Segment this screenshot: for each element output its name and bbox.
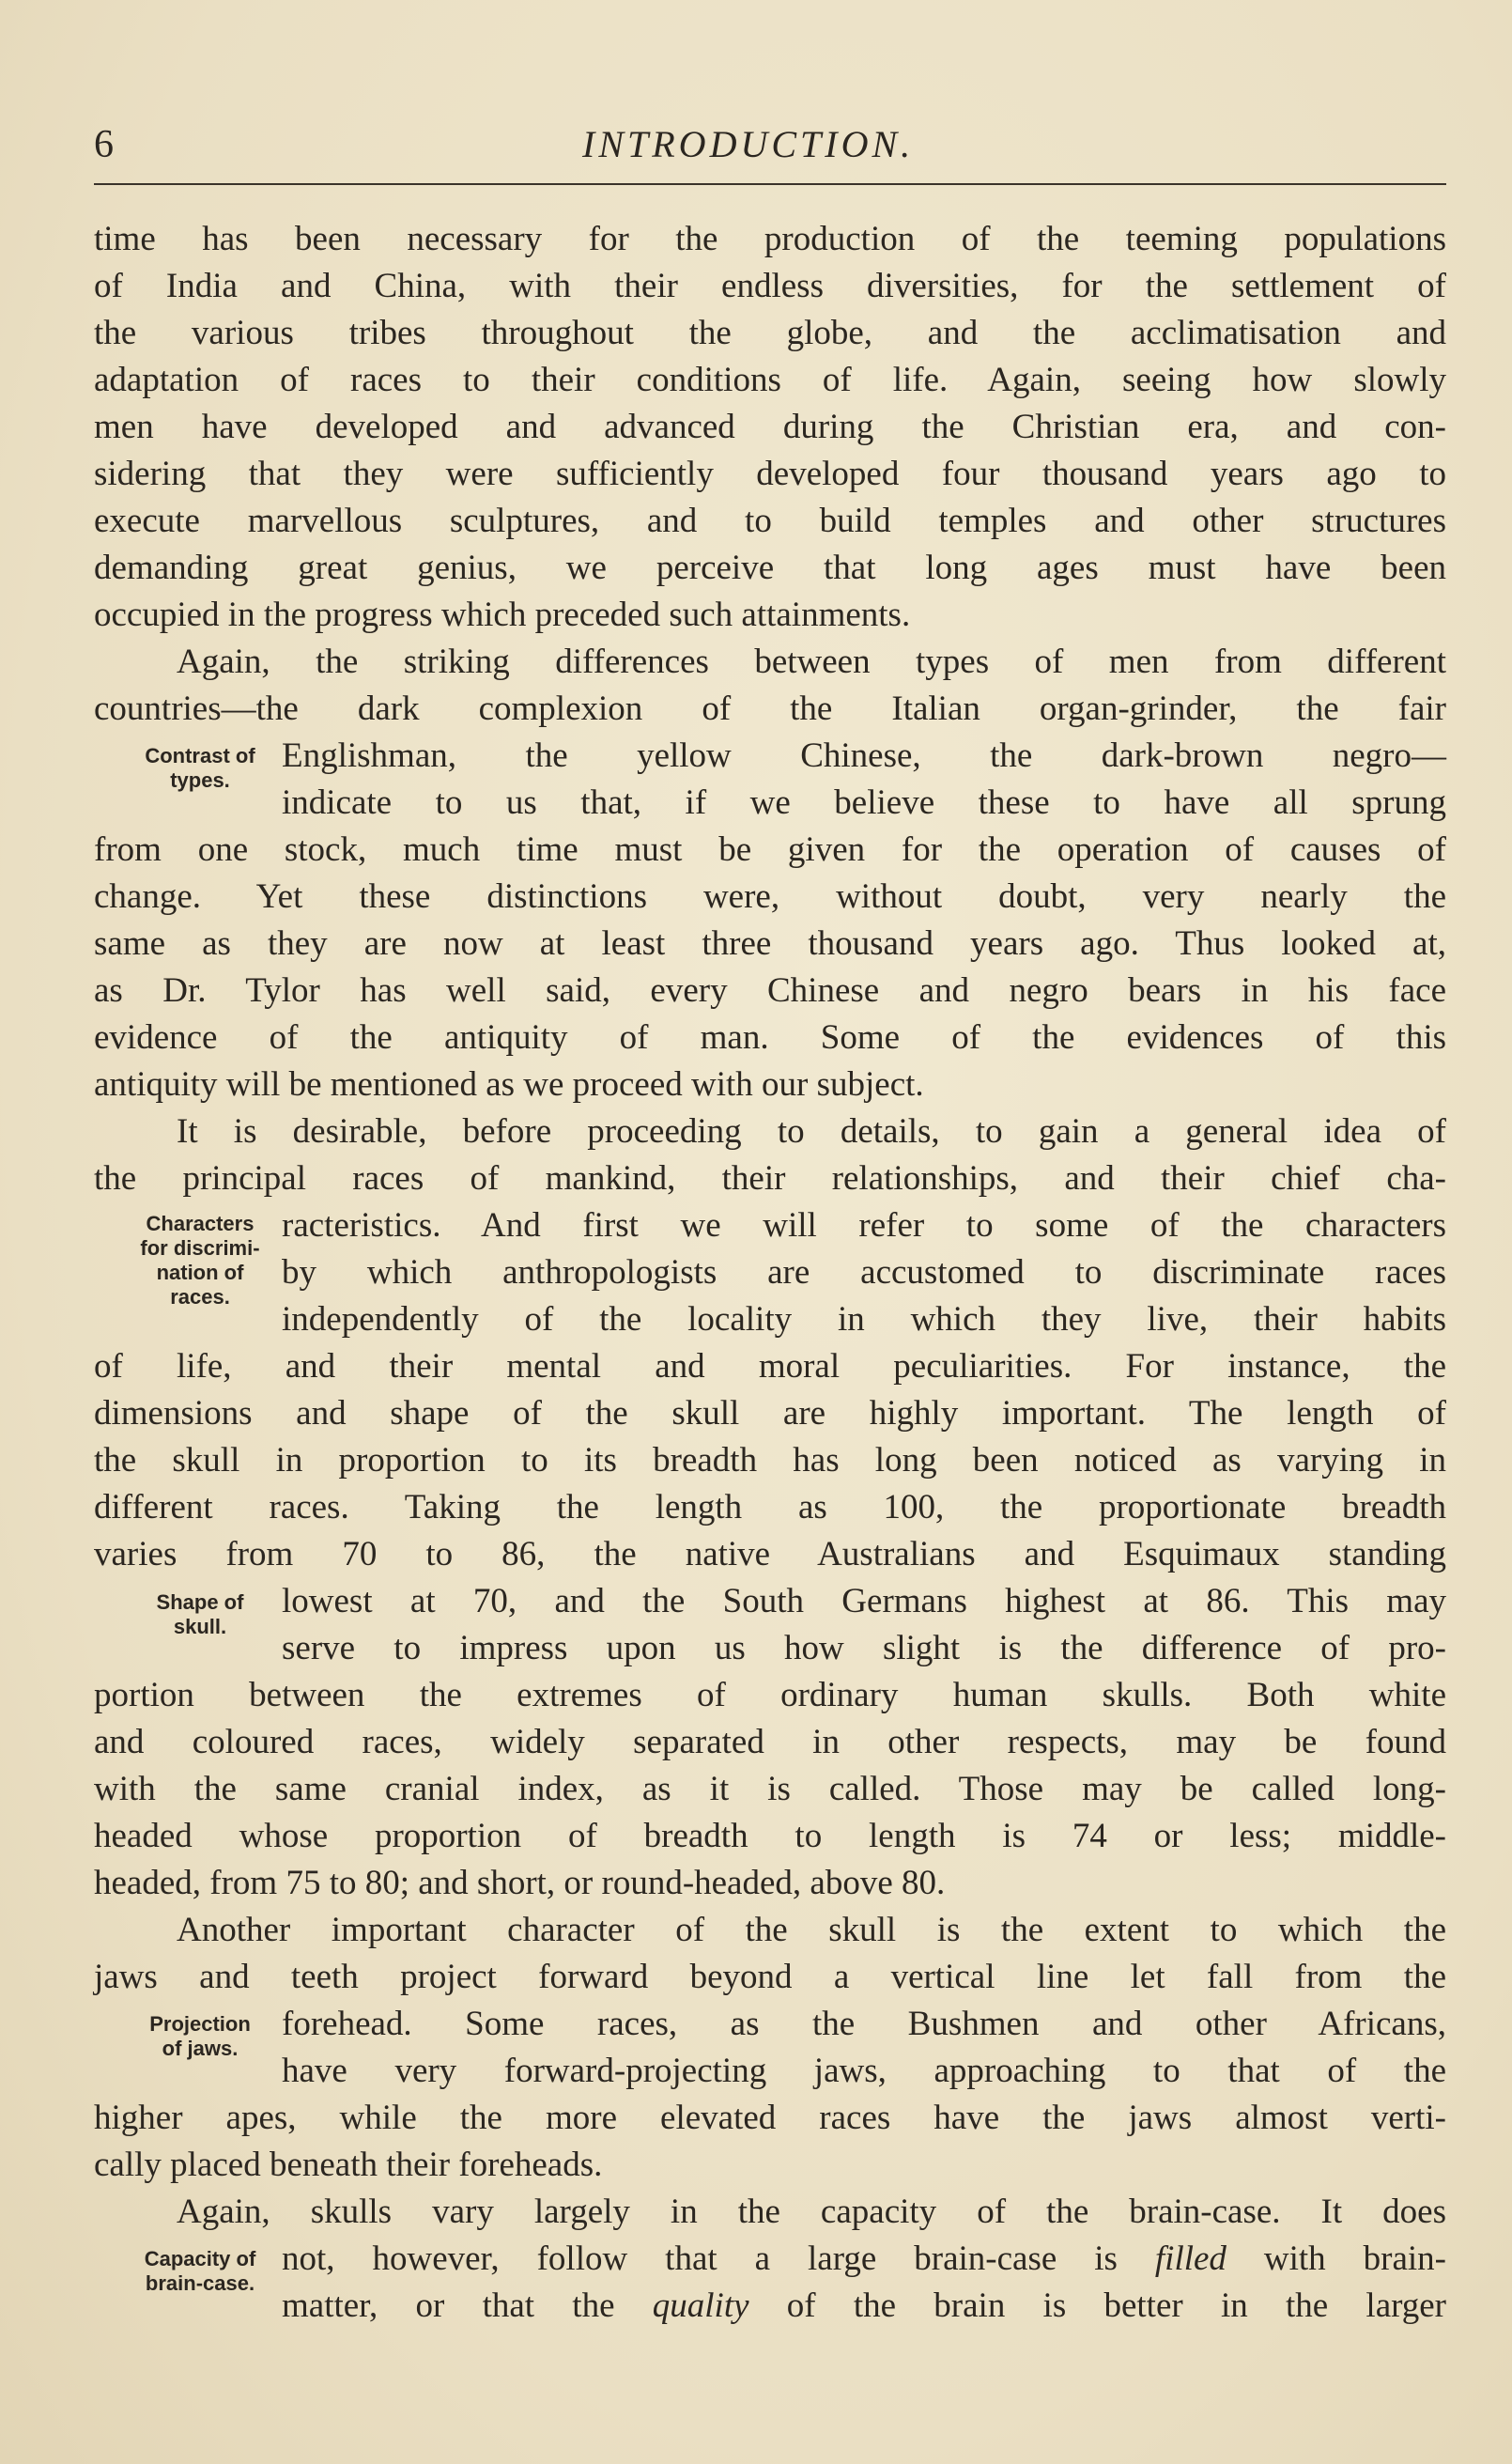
- page-number: 6: [94, 123, 114, 166]
- text-line: from one stock, much time must be given for the operation of causes of: [94, 830, 1446, 869]
- text-line: sidering that they were sufficiently developed four thousand years ago to: [94, 455, 1446, 493]
- text-line: lowest at 70, and the South Germans highest at 86. This may: [282, 1582, 1446, 1620]
- text-line: of life, and their mental and moral peculiarities. For instance, the: [94, 1347, 1446, 1386]
- text-line: higher apes, while the more elevated races have the jaws almost verti-: [94, 2099, 1446, 2137]
- text-run: matter, or that the: [282, 2286, 615, 2325]
- header-rule: [94, 183, 1446, 185]
- text-run: with brain-: [1263, 2239, 1446, 2278]
- sidenote-line: brain-case.: [145, 2271, 255, 2295]
- sidenote-projection-of-jaws: [111, 2012, 289, 2061]
- sidenote-line: Shape of: [156, 1590, 244, 1614]
- text-line: Englishman, the yellow Chinese, the dark-brown negro—: [282, 736, 1446, 775]
- text-line: have very forward-projecting jaws, approaching to that of the: [282, 2052, 1446, 2090]
- text-line: [94, 2283, 1446, 2330]
- sidenote-line: Characters: [146, 1212, 255, 1235]
- text-run: not, however, follow that a large brain-case is: [282, 2239, 1118, 2278]
- text-line: time has been necessary for the production of the teeming populations: [94, 220, 1446, 258]
- sidenote-shape-of-skull: [111, 1590, 289, 1639]
- sidenote-line: Projection: [149, 2012, 251, 2036]
- sidenote-line: types.: [170, 768, 230, 792]
- running-head: INTRODUCTION.: [582, 123, 915, 165]
- text-line: forehead. Some races, as the Bushmen and other Africans,: [282, 2005, 1446, 2043]
- text-line: cally placed beneath their foreheads.: [94, 2146, 603, 2184]
- text-line: varies from 70 to 86, the native Australians and Esquimaux standing: [94, 1535, 1446, 1573]
- text-line: headed, from 75 to 80; and short, or round-headed, above 80.: [94, 1864, 946, 1902]
- text-line: different races. Taking the length as 100, the proportionate breadth: [94, 1488, 1446, 1526]
- sidenote-capacity-of-brain-case: [111, 2247, 289, 2296]
- text-line: demanding great genius, we perceive that long ages must have been: [94, 549, 1446, 587]
- text-line: jaws and teeth project forward beyond a vertical line let fall from the: [94, 1958, 1446, 1996]
- text-line: Again, the striking differences between types of men from different: [177, 643, 1446, 681]
- text-line: as Dr. Tylor has well said, every Chinese and negro bears in his face: [94, 971, 1446, 1010]
- sidenote-line: of jaws.: [162, 2037, 239, 2060]
- text-line: serve to impress upon us how slight is the difference of pro-: [282, 1629, 1446, 1667]
- sidenote-characters-for-discrimination: [111, 1212, 289, 1309]
- text-line: dimensions and shape of the skull are highly important. The length of: [94, 1394, 1446, 1433]
- text-line: adaptation of races to their conditions of life. Again, seeing how slowly: [94, 361, 1446, 399]
- text-line: indicate to us that, if we believe these to have all sprung: [282, 783, 1446, 822]
- text-line: the various tribes throughout the globe, and the acclimatisation and: [94, 314, 1446, 352]
- text-line: by which anthropologists are accustomed to discriminate races: [282, 1253, 1446, 1292]
- text-line: change. Yet these distinctions were, without doubt, very nearly the: [94, 877, 1446, 916]
- text-line: execute marvellous sculptures, and to build temples and other structures: [94, 502, 1446, 540]
- text-line: It is desirable, before proceeding to details, to gain a general idea of: [177, 1112, 1446, 1151]
- italic-text-run: quality: [652, 2286, 749, 2325]
- text-line: and coloured races, widely separated in other respects, may be found: [94, 1723, 1446, 1761]
- sidenote-line: races.: [170, 1285, 230, 1309]
- text-line: of India and China, with their endless diversities, for the settlement of: [94, 267, 1446, 305]
- text-line: evidence of the antiquity of man. Some of the evidences of this: [94, 1018, 1446, 1057]
- text-line: with the same cranial index, as it is called. Those may be called long-: [94, 1770, 1446, 1808]
- text-line: the principal races of mankind, their relationships, and their chief cha-: [94, 1159, 1446, 1198]
- text-line: men have developed and advanced during the Christian era, and con-: [94, 408, 1446, 446]
- text-line: Again, skulls vary largely in the capacity of the brain-case. It does: [177, 2193, 1446, 2231]
- text-line: Another important character of the skull is the extent to which the: [177, 1911, 1446, 1949]
- text-line: [94, 2236, 1446, 2283]
- page-header: [94, 122, 1446, 178]
- text-line: same as they are now at least three thousand years ago. Thus looked at,: [94, 924, 1446, 963]
- text-run: of the brain is better in the larger: [786, 2286, 1447, 2325]
- text-line: portion between the extremes of ordinary human skulls. Both white: [94, 1676, 1446, 1714]
- text-line: countries—the dark complexion of the Italian organ-grinder, the fair: [94, 690, 1446, 728]
- text-line: independently of the locality in which they live, their habits: [282, 1300, 1446, 1339]
- sidenote-line: skull.: [173, 1615, 227, 1638]
- sidenote-line: nation of: [156, 1261, 244, 1284]
- italic-text-run: filled: [1154, 2239, 1227, 2278]
- text-line: headed whose proportion of breadth to length is 74 or less; middle-: [94, 1817, 1446, 1855]
- text-line: antiquity will be mentioned as we proceed with our subject.: [94, 1065, 924, 1104]
- sidenote-line: Capacity of: [144, 2247, 256, 2270]
- text-line: the skull in proportion to its breadth has long been noticed as varying in: [94, 1441, 1446, 1480]
- sidenote-contrast-of-types: [111, 744, 289, 793]
- text-line: racteristics. And first we will refer to some of the characters: [282, 1206, 1446, 1245]
- sidenote-line: for discrimi-: [140, 1236, 260, 1260]
- text-line: occupied in the progress which preceded such attainments.: [94, 596, 911, 634]
- sidenote-line: Contrast of: [145, 744, 255, 767]
